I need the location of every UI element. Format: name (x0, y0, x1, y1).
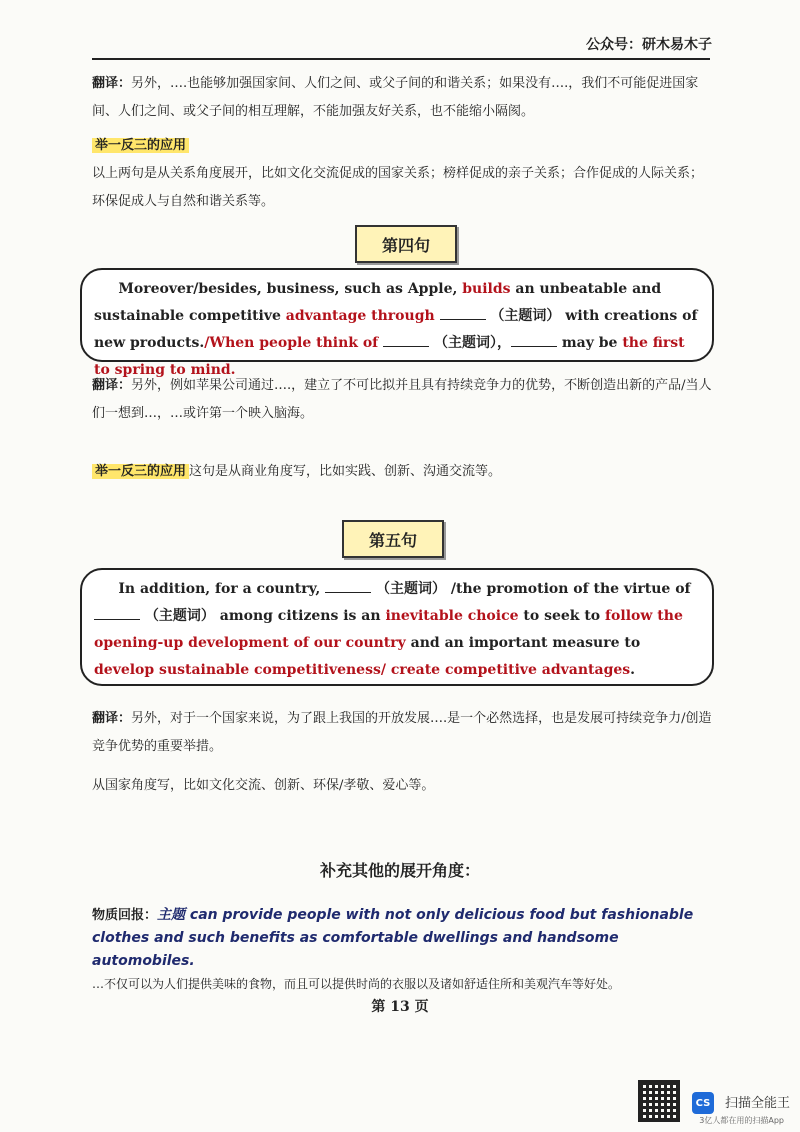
header-account: 公众号：研木易木子 (586, 37, 712, 53)
s4-part-5: may be (556, 335, 623, 351)
s5-red-2: follow the opening-up development of our country (94, 608, 683, 651)
s4-red-3: /When people think of (204, 335, 379, 351)
translation-paragraph-3 (92, 705, 712, 761)
sentence-4-box (80, 268, 714, 378)
s5-red-1: inevitable choice (385, 608, 519, 624)
application-label: 举一反三的应用 (92, 138, 189, 153)
s5-part-3: （主题词） among citizens is an (140, 608, 386, 624)
sentence-4-title: 第四句 (355, 225, 457, 263)
translation-label: 翻译： (92, 76, 132, 91)
s4-part-3: （主题词） with creations of new products. (94, 308, 698, 351)
s4-red-1: builds (462, 281, 511, 297)
supplement-label: 物质回报： (92, 908, 158, 923)
supplement-translation: …不仅可以为人们提供美味的食物，而且可以提供时尚的衣服以及诸如舒适住所和美观汽车等好处。 (92, 977, 621, 991)
application-label: 举一反三的应用 (92, 464, 189, 479)
translation-text: 另外，对于一个国家来说，为了跟上我国的开放发展….是一个必然选择，也是发展可持续竞争力/创造竞争优势的重要举措。 (92, 711, 712, 754)
supplement-paragraph (92, 904, 712, 996)
application-paragraph-2 (92, 458, 712, 486)
translation-label: 翻译： (92, 711, 132, 726)
blank (94, 609, 140, 620)
blank (511, 336, 557, 347)
supplement-english: can provide people with not only delicious food but fashionable clothes and such benefits as comfortable dwellings and handsome automobiles. (92, 907, 694, 969)
s4-part-2: an unbeatable and sustainable competitive (94, 281, 662, 324)
header-divider (92, 58, 710, 60)
s4-part-4: （主题词）， (429, 335, 511, 351)
watermark-subtitle: 3亿人都在用的扫描App (699, 1116, 784, 1125)
s4-red-2: advantage through (285, 308, 435, 324)
watermark-name: 扫描全能王 (724, 1096, 790, 1111)
translation-paragraph-2 (92, 372, 712, 428)
page-number: 第 13 页 (371, 999, 429, 1015)
blank (440, 309, 486, 320)
translation-text: 另外，例如苹果公司通过….，建立了不可比拟并且具有持续竞争力的优势，不断创造出新的产品/当人们一想到…，…或许第一个映入脑海。 (92, 378, 712, 421)
application-text: 这句是从商业角度写，比如实践、创新、沟通交流等。 (189, 464, 502, 479)
blank (325, 582, 371, 593)
s5-part-5: and an important measure to (405, 635, 641, 651)
application-text: 以上两句是从关系角度展开，比如文化交流促成的国家关系；榜样促成的亲子关系；合作促成的人际关系；环保促成人与自然和谐关系等。 (92, 166, 704, 209)
sentence-5-title: 第五句 (342, 520, 444, 558)
supplement-title: 补充其他的展开角度： (319, 861, 480, 880)
sentence-4-text (82, 270, 712, 384)
application-paragraph-1 (92, 132, 712, 216)
translation-paragraph-1 (92, 70, 712, 126)
s4-part-1: Moreover/besides, business, such as Apple, (118, 281, 463, 297)
s5-part-6: . (630, 662, 636, 678)
qr-code-icon (638, 1080, 680, 1122)
sentence-5-text (82, 570, 712, 684)
s5-red-3: develop sustainable competitiveness/ create competitive advantages (94, 662, 631, 678)
note-paragraph: 从国家角度写，比如文化交流、创新、环保/孝敬、爱心等。 (92, 778, 435, 793)
blank (383, 336, 429, 347)
camscanner-logo-icon: CS (692, 1092, 714, 1114)
translation-text: 另外，….也能够加强国家间、人们之间、或父子间的和谐关系；如果没有….，我们不可能促进国家间、人们之间、或父子间的相互理解，不能加强友好关系，也不能缩小隔阂。 (92, 76, 699, 119)
translation-label: 翻译： (92, 378, 132, 393)
s5-part-4: to seek to (518, 608, 606, 624)
supplement-topic: 主题 (157, 907, 186, 923)
sentence-5-box (80, 568, 714, 686)
s5-part-1: In addition, for a country, (118, 581, 326, 597)
s4-red-4: the first to spring to mind. (94, 335, 685, 378)
s5-part-2: （主题词） /the promotion of the virtue of (371, 581, 691, 597)
